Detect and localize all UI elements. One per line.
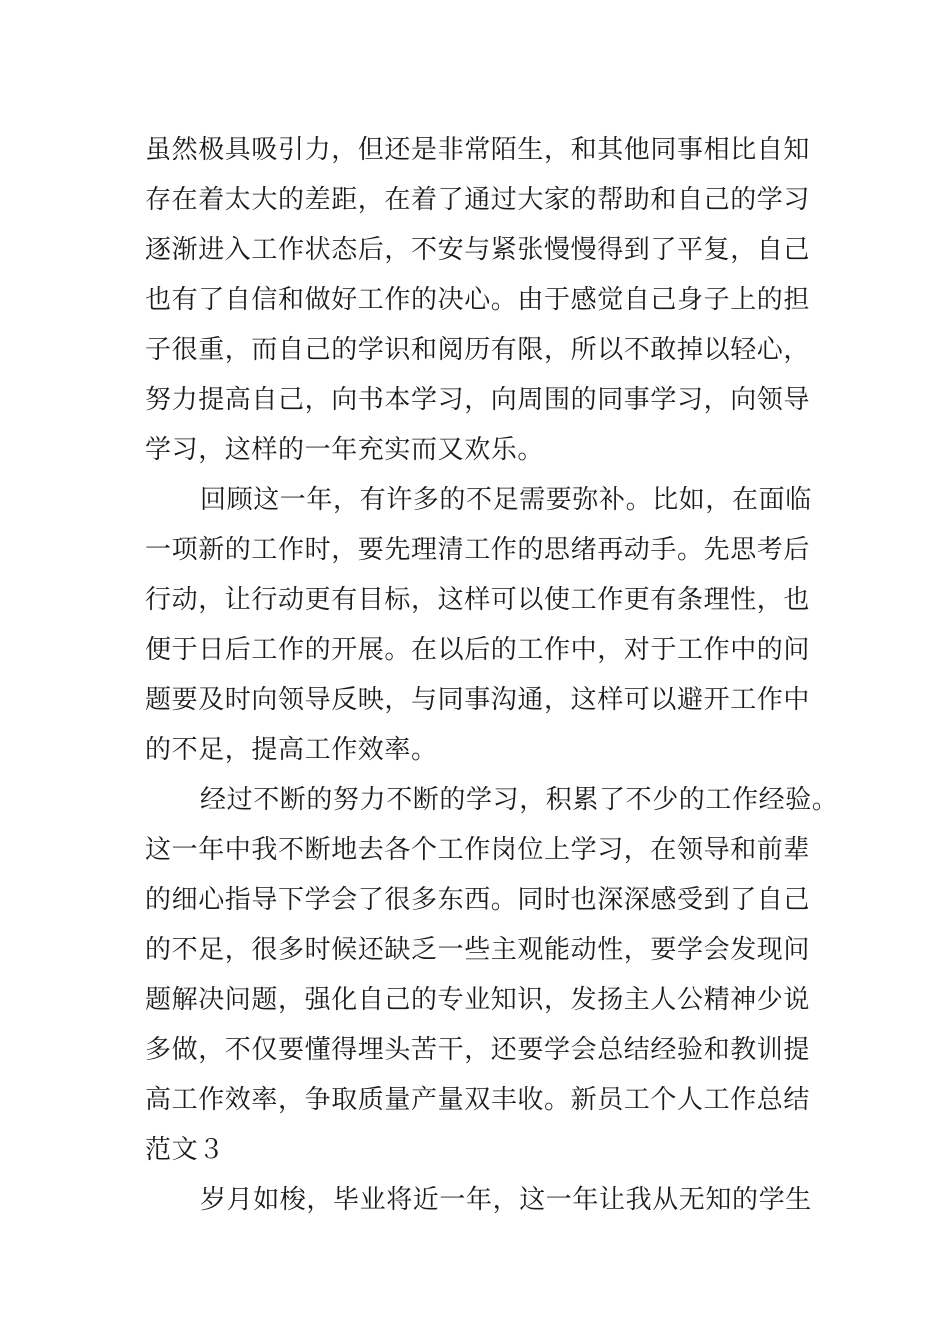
text-line: 行动，让行动更有目标，这样可以使工作更有条理性，也 [145, 585, 811, 615]
paragraph-start-line: 经过不断的努力不断的学习，积累了不少的工作经验。 [200, 785, 839, 815]
text-line: 便于日后工作的开展。在以后的工作中，对于工作中的问 [145, 635, 811, 665]
text-line: 这一年中我不断地去各个工作岗位上学习，在领导和前辈 [145, 835, 811, 865]
text-line: 存在着太大的差距，在着了通过大家的帮助和自己的学习 [145, 185, 811, 215]
text-line: 逐渐进入工作状态后，不安与紧张慢慢得到了平复，自己 [145, 235, 811, 265]
text-line: 一项新的工作时，要先理清工作的思绪再动手。先思考后 [145, 535, 811, 565]
text-line: 范文３ [145, 1135, 225, 1165]
text-line: 的不足，很多时候还缺乏一些主观能动性，要学会发现问 [145, 935, 811, 965]
text-line: 的不足，提高工作效率。 [145, 735, 438, 765]
text-line: 努力提高自己，向书本学习，向周围的同事学习，向领导 [145, 385, 811, 415]
text-line: 子很重，而自己的学识和阅历有限，所以不敢掉以轻心， [145, 335, 811, 365]
paragraph-start-line: 岁月如梭，毕业将近一年，这一年让我从无知的学生 [200, 1185, 812, 1215]
text-line: 题解决问题，强化自己的专业知识，发扬主人公精神少说 [145, 985, 811, 1015]
text-line: 题要及时向领导反映，与同事沟通，这样可以避开工作中 [145, 685, 811, 715]
text-line: 的细心指导下学会了很多东西。同时也深深感受到了自己 [145, 885, 811, 915]
paragraph-start-line: 回顾这一年，有许多的不足需要弥补。比如，在面临 [200, 485, 812, 515]
text-line: 学习，这样的一年充实而又欢乐。 [145, 435, 545, 465]
text-line: 高工作效率，争取质量产量双丰收。新员工个人工作总结 [145, 1085, 811, 1115]
text-line: 虽然极具吸引力，但还是非常陌生，和其他同事相比自知 [145, 135, 811, 165]
text-line: 多做，不仅要懂得埋头苦干，还要学会总结经验和教训提 [145, 1035, 811, 1065]
text-line: 也有了自信和做好工作的决心。由于感觉自己身子上的担 [145, 285, 811, 315]
